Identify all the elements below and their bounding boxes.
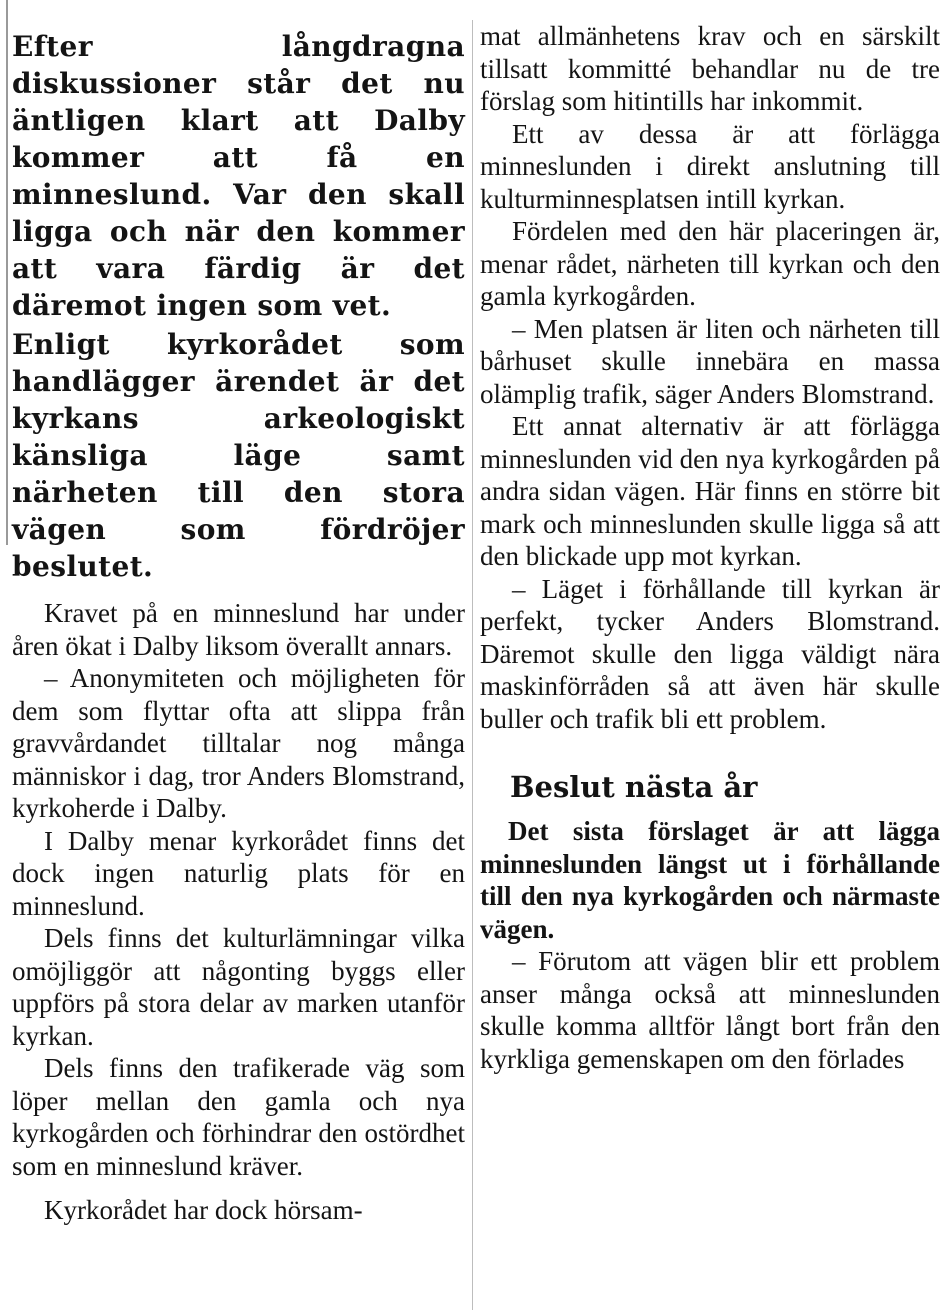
body-paragraph: Dels finns den trafikerade väg som löper mellan den gamla och nya kyrkogården och förhindrar den ostördhet som en minneslund kräver. — [12, 1053, 465, 1181]
body-paragraph: Kyrkorådet har dock hörsam- — [44, 1195, 363, 1225]
body-paragraph: – Förutom att vägen blir ett problem anser många också att minneslunden skulle komma alltför långt bort från den kyrkliga gemenskapen om den förlades — [480, 946, 940, 1074]
lead-paragraph-2: Enligt kyrkorådet som handlägger ärendet är det kyrkans arkeologiskt känsliga läge samt närheten till den stora vägen som fördröjer beslutet. — [12, 328, 465, 583]
body-paragraph: – Läget i förhållande till kyrkan är perfekt, tycker Anders Blomstrand. Däremot skulle den ligga väldigt nära maskinförråden så att även här skulle buller och trafik bli ett problem. — [480, 573, 940, 734]
body-paragraph: Ett av dessa är att förlägga minneslunden i direkt anslutning till kulturminnesplatsen intill kyrkan. — [480, 118, 940, 214]
lead-paragraph-1: Efter långdragna diskussioner står det nu äntligen klart att Dalby kommer att få en minneslund. Var den skall ligga och när den kommer att vara färdig är det däremot ingen som vet. — [12, 30, 465, 322]
body-paragraph: Dels finns det kulturlämningar vilka omöjliggör att någonting byggs eller uppförs på stora delar av marken utanför kyrkan. — [12, 923, 465, 1051]
section-subheading: Beslut nästa år — [510, 770, 758, 804]
body-paragraph: – Men platsen är liten och närheten till bårhuset skulle innebära en massa olämplig trafik, säger Anders Blomstrand. — [480, 313, 940, 409]
body-paragraph: Fördelen med den här placeringen är, menar rådet, närheten till kyrkan och den gamla kyrkogården. — [480, 216, 940, 311]
lead-margin-rule — [6, 0, 8, 545]
body-paragraph: Kravet på en minneslund har under åren ökat i Dalby liksom överallt annars. — [12, 598, 465, 661]
section-lead-paragraph: Det sista förslaget är att lägga minneslunden längst ut i förhållande till den nya kyrkogården och närmaste vägen. — [480, 816, 940, 944]
column-divider — [472, 20, 473, 1310]
left-column — [12, 0, 465, 1313]
body-paragraph: Ett annat alternativ är att förlägga minneslunden vid den nya kyrkogården på andra sidan vägen. Här finns en större bit mark och minneslunden skulle ligga så att den blickade upp mot kyrkan. — [480, 411, 940, 571]
body-paragraph: I Dalby menar kyrkorådet finns det dock ingen naturlig plats för en minneslund. — [12, 825, 465, 921]
body-paragraph: mat allmänhetens krav och en särskilt tillsatt kommitté behandlar nu de tre förslag som hitintills har inkommit. — [480, 21, 940, 116]
body-paragraph: – Anonymiteten och möjligheten för dem som flyttar ofta att slippa från gravvårdandet tilltalar nog många människor i dag, tror Anders Blomstrand, kyrkoherde i Dalby. — [12, 663, 465, 823]
right-column — [480, 0, 940, 1313]
